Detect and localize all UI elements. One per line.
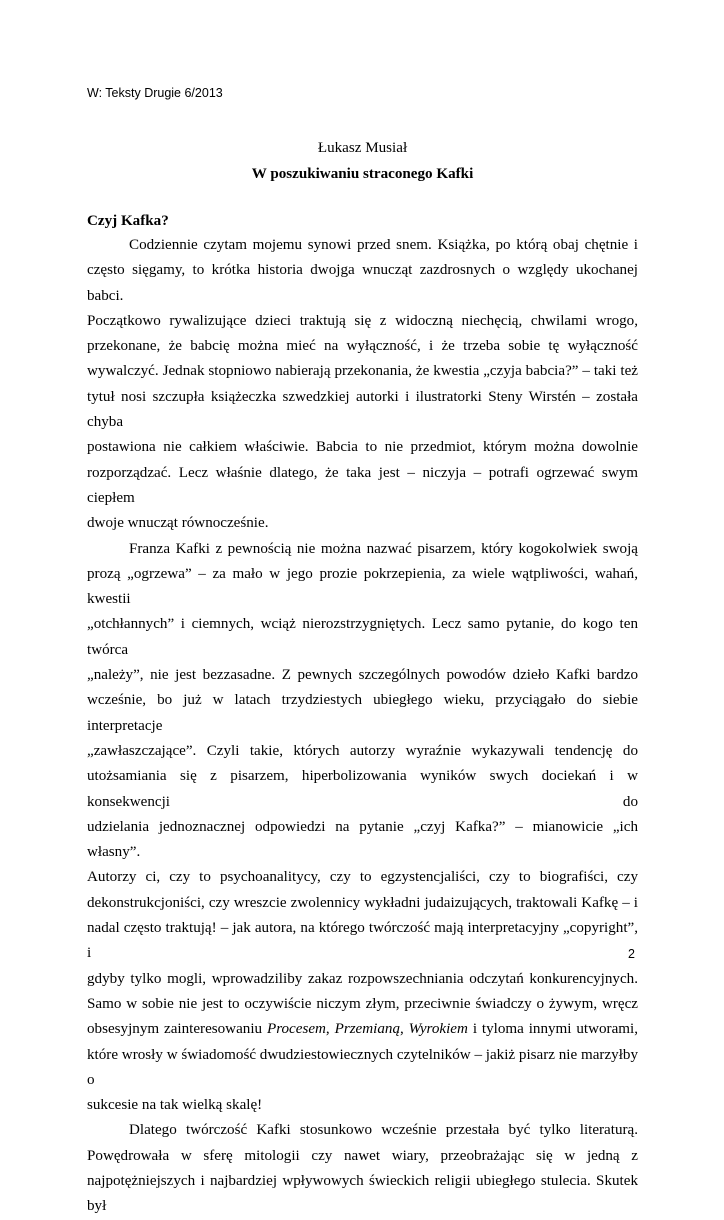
text-line: Codziennie czytam mojemu synowi przed snem. Książka, po którą obaj chętnie i bbox=[129, 237, 638, 253]
text-line: nadal często traktują! – jak autora, na którego twórczość mają interpretacyjny „copyright”, i bbox=[87, 920, 638, 962]
text-line: wcześnie, bo już w latach trzydziestych ubiegłego wieku, przyciągało do siebie interpretacje bbox=[87, 692, 638, 734]
paragraph-2 bbox=[87, 537, 638, 1119]
text-line: Samo w sobie nie jest to oczywiście niczym złym, przeciwnie świadczy o żywym, wręcz bbox=[87, 995, 638, 1012]
text-line: postawiona nie całkiem właściwie. Babcia to nie przedmiot, którym można dowolnie bbox=[87, 439, 638, 456]
text-line: gdyby tylko mogli, wprowadziliby zakaz rozpowszechniania odczytań konkurencyjnych. bbox=[87, 970, 638, 987]
work-title-przemiana: Przemianą bbox=[334, 1021, 400, 1038]
text-line: dwoje wnucząt równocześnie. bbox=[87, 515, 269, 532]
text-line: Dlatego twórczość Kafki stosunkowo wcześnie przestała być tylko literaturą. bbox=[129, 1122, 638, 1139]
text-line: które wrosły w świadomość dwudziestowiecznych czytelników – jakiż pisarz nie marzyłby o bbox=[87, 1046, 638, 1088]
text-fragment: , bbox=[325, 1021, 335, 1038]
work-title-proces: Procesem bbox=[266, 1021, 326, 1038]
author-name: Łukasz Musiał bbox=[317, 140, 408, 156]
text-line: sukcesie na tak wielką skalę! bbox=[87, 1097, 263, 1114]
text-line: Powędrowała w sferę mitologii czy nawet wiary, przeobrażając się w jedną z bbox=[87, 1147, 638, 1164]
text-line: najpotężniejszych i najbardziej wpływowych świeckich religii ubiegłego stulecia. Skutek był bbox=[87, 1172, 638, 1215]
text-line bbox=[87, 1017, 638, 1042]
text-line: „należy”, nie jest bezzasadne. Z pewnych szczególnych powodów dzieło Kafki bardzo bbox=[87, 667, 638, 684]
paragraph-3 bbox=[87, 1118, 638, 1219]
text-line: prozą „ogrzewa” – za mało w jego prozie pokrzepienia, za wiele wątpliwości, wahań, kwestii bbox=[87, 565, 638, 608]
work-title-wyrok: Wyrokiem bbox=[408, 1021, 468, 1038]
text-line: utożsamiania się z pisarzem, hiperbolizowania wyników swych dociekań i w konsekwencji do bbox=[87, 768, 638, 810]
section-heading: Czyj Kafka? bbox=[87, 213, 169, 229]
text-line: przekonane, że babcię można mieć na wyłączność, i że trzeba sobie tę wyłączność bbox=[87, 338, 638, 355]
text-line: Franza Kafki z pewnością nie można nazwać pisarzem, który kogokolwiek swoją bbox=[129, 540, 638, 557]
paragraph-1 bbox=[87, 233, 638, 537]
text-line: udzielania jednoznacznej odpowiedzi na pytanie „czyj Kafka?” – mianowicie „ich własny”. bbox=[87, 818, 638, 861]
text-line: Początkowo rywalizujące dzieci traktują się z widoczną niechęcią, chwilami wrogo, bbox=[87, 312, 638, 329]
text-line: rozporządzać. Lecz właśnie dlatego, że taka jest – niczyja – potrafi ogrzewać swym ciepłem bbox=[87, 464, 638, 506]
text-fragment: i tyloma innymi utworami, bbox=[467, 1021, 638, 1038]
text-line: „zawłaszczające”. Czyli takie, których autorzy wyraźnie wykazywali tendencję do bbox=[87, 742, 638, 759]
text-fragment: , bbox=[400, 1021, 409, 1038]
source-note: W: Teksty Drugie 6/2013 bbox=[87, 86, 223, 100]
text-line: tytuł nosi szczupła książeczka szwedzkiej autorki i ilustratorki Steny Wirstén – została chyba bbox=[87, 388, 638, 431]
text-line: „otchłannych” i ciemnych, wciąż nierozstrzygniętych. Lecz samo pytanie, do kogo ten twórca bbox=[87, 616, 638, 658]
text-fragment: obsesyjnym zainteresowaniu bbox=[87, 1021, 267, 1038]
article-body bbox=[87, 138, 638, 1220]
page-number: 2 bbox=[628, 947, 635, 961]
text-line: wywalczyć. Jednak stopniowo nabierają przekonania, że kwestia „czyja babcia?” – taki też bbox=[87, 363, 638, 380]
text-line: dekonstrukcjoniści, czy wreszcie zwolennicy wykładni judaizujących, traktowali Kafkę – i bbox=[87, 894, 638, 911]
article-title: W poszukiwaniu straconego Kafki bbox=[251, 166, 474, 182]
text-line: Autorzy ci, czy to psychoanalitycy, czy to egzystencjaliści, czy to biografiści, czy bbox=[87, 869, 638, 886]
text-line: często sięgamy, to krótka historia dwojga wnucząt zazdrosnych o względy ukochanej babci. bbox=[87, 262, 638, 304]
